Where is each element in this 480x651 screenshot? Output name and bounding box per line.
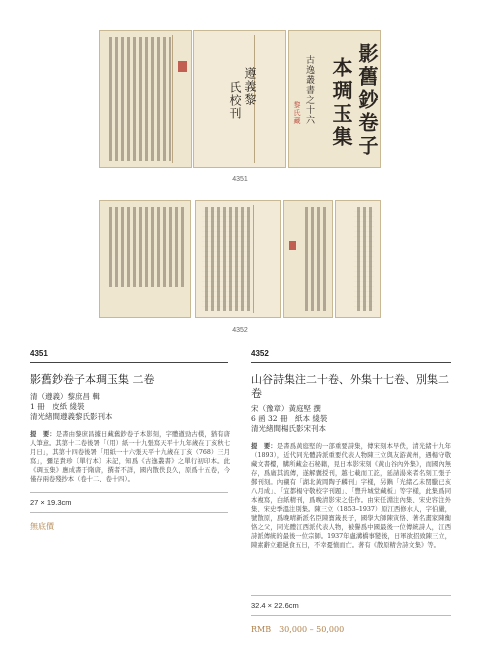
- seal-stamp: [289, 241, 296, 250]
- lot-description-4352: [251, 442, 451, 550]
- divider-4351: [30, 362, 228, 363]
- text-columns: [202, 207, 250, 311]
- size-rule-top: [251, 595, 451, 596]
- book-leaf-2: [195, 200, 281, 318]
- lot-title-4351: 影舊鈔卷子本琱玉集 二卷: [30, 373, 155, 386]
- image-caption-4351: 4351: [232, 176, 248, 183]
- edition-line: 清光緒間遵義黎氏影刊本: [30, 412, 113, 421]
- lot-number-4352: 4352: [251, 349, 269, 358]
- text-columns: [354, 207, 374, 311]
- lot-4351-image: [99, 30, 381, 168]
- format-line: 1 冊 皮紙 綫裝: [30, 402, 85, 411]
- book-volume-label: 古逸叢書之十六: [304, 55, 314, 125]
- text-columns: [106, 207, 184, 287]
- format-line: 6 函 32 冊 紙本 綫裝: [251, 414, 328, 423]
- lot-size-4352: 32.4 × 22.6cm: [251, 601, 299, 610]
- desc-label: 提 要：: [30, 431, 56, 438]
- lot-size-4351: 27 × 19.3cm: [30, 498, 72, 507]
- red-seal-text: 黎氏藏: [293, 101, 301, 125]
- book-leaf-4: [335, 200, 381, 318]
- lot-number-4351: 4351: [30, 349, 48, 358]
- lot-meta-4352: [251, 404, 451, 434]
- book-leaf-1: [99, 200, 191, 318]
- lot-4352-image: [99, 200, 381, 318]
- edition-line: 清光緒間楊氏影宋刊本: [251, 424, 326, 433]
- desc-text: 是書由黎庶昌據日藏舊鈔卷子本影刻，字體遒勁古樸，猶有唐人筆意。其第十二卷後署「（用）紙一十九張寫天平十九年歲在丁亥秋七月日」，其第十四卷後署「用紙一十六張天平十九歲在丁亥（768）三月寫」，彌足貴珍〔單行本〕未記，知爲《古逸叢書》之單行初印本。此《琱玉集》應成書于隋唐，撰者不詳，國内散佚良久，原爲十五卷，今僅存兩卷殘抄本（卷十二、卷十四）。: [30, 431, 231, 483]
- book-title-col-2: 本琱玉集: [329, 57, 353, 149]
- lot-description-4351: [30, 430, 230, 484]
- author-line: 清（遵義）黎庶昌 輯: [30, 392, 100, 401]
- size-rule-bottom: [251, 615, 451, 616]
- book-leaf-left: [99, 30, 192, 168]
- divider-4352: [251, 362, 451, 363]
- credit-line-1: 遵義黎: [243, 67, 257, 106]
- text-columns: [302, 207, 326, 311]
- desc-text: 是書爲黃庭堅的一部重要詩集，傳宋刻本早佚，清光緒十九年（1893），近代同光體詩派重要代表人物陳三立與友游黃州，遇楊守敬藏文書樓，購所藏金石秘籍，見日本影宋刻《黃山谷內外集》，而國內無存，爲廣其流傳，遂解囊授刊，越七載而工訖，延請湯來者名刻工張子鄞刊刻。內襯有「湖北黃岡陶子麟刊」字樣，另鐫「光緒乙未閏臘已亥八月成」、「宜都楊守敬校字刊題」、「豐升城堂藏板」等字樣，此集爲同本複寫，白紙精刊，爲晚清影宋之佳作。由宋任淵注內集、宋史容注外集、宋史季溫注別集。陳三立（1853–1937）原江西修水人，字伯嚴，號散原，爲晚晴新派名臣陳寶箴長子，國學大師陳寅恪、著名畫家陳衡恪之父，同光體江西派代表人物，被譽爲中國最後一位傳統詩人，江西詩派傳統的最後一位宗師。1937年盧溝橋事變後，日軍欲招致陳三立，陳素辭立避絕食五日，不幸憂憤而亡。著有《散原精舍詩文集》等。: [251, 443, 452, 549]
- seal-stamp: [178, 61, 187, 72]
- lot-price-4352: RMB 30,000 – 50,000: [251, 625, 345, 634]
- book-leaf-3: [283, 200, 333, 318]
- text-columns: [106, 37, 171, 161]
- desc-label: 提 要：: [251, 443, 277, 450]
- author-line: 宋（豫章）黃庭堅 撰: [251, 404, 321, 413]
- size-rule-bottom: [30, 512, 228, 513]
- size-rule-top: [30, 492, 228, 493]
- lot-meta-4351: [30, 392, 230, 422]
- lot-price-4351: 無底價: [30, 522, 54, 531]
- credit-line-2: 氏校刊: [228, 81, 242, 120]
- book-title-leaf: [288, 30, 381, 168]
- lot-title-4352: 山谷詩集注二十卷、外集十七卷、別集二卷: [251, 373, 449, 400]
- book-leaf-middle: [193, 30, 286, 168]
- image-caption-4352: 4352: [232, 327, 248, 334]
- book-title-col-1: 影舊鈔卷子: [355, 43, 379, 158]
